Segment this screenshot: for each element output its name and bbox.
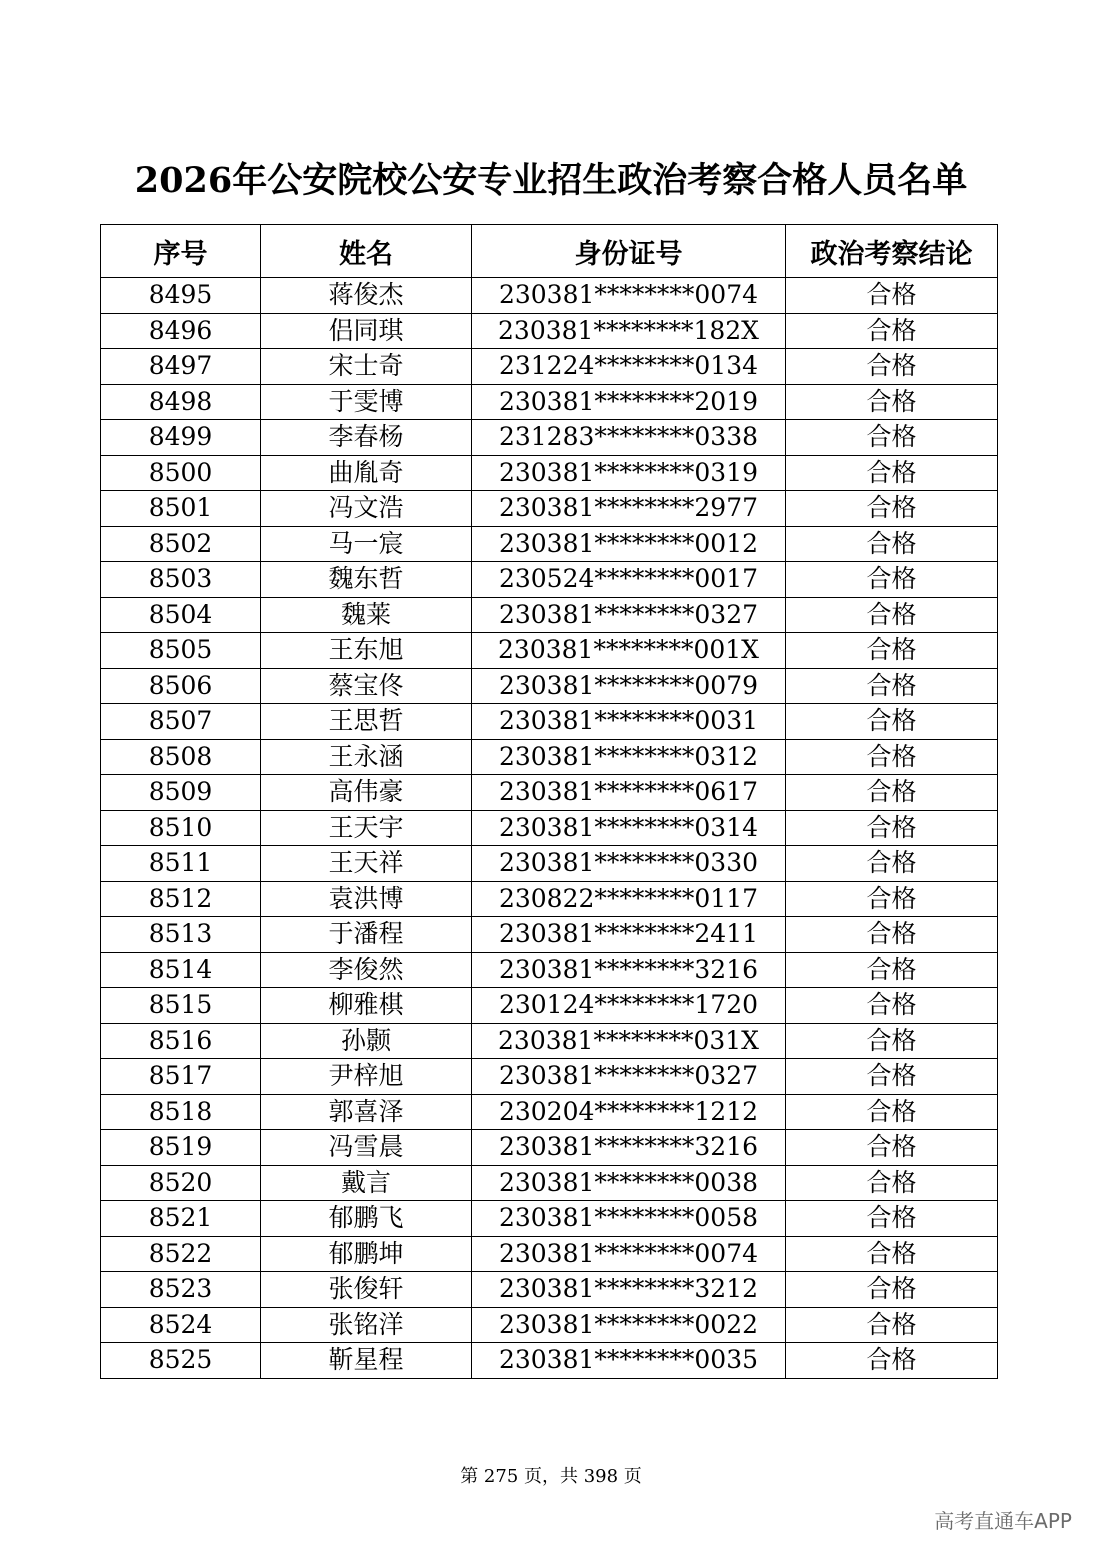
cell-seq: 8501 [101,491,261,527]
table-row [101,633,998,669]
cell-seq: 8508 [101,739,261,775]
cell-id: 230381********0079 [472,668,786,704]
table-row [101,739,998,775]
cell-name: 袁洪博 [261,881,472,917]
cell-id: 230381********182X [472,313,786,349]
cell-id: 230381********0012 [472,526,786,562]
cell-seq: 8515 [101,988,261,1024]
table-row [101,562,998,598]
table-row [101,313,998,349]
table-row [101,988,998,1024]
table-row [101,278,998,314]
table-row [101,1272,998,1308]
cell-result: 合格 [786,952,998,988]
cell-id: 230381********2411 [472,917,786,953]
cell-result: 合格 [786,526,998,562]
cell-name: 孙颢 [261,1023,472,1059]
cell-result: 合格 [786,704,998,740]
cell-name: 曲胤奇 [261,455,472,491]
cell-seq: 8522 [101,1236,261,1272]
cell-seq: 8512 [101,881,261,917]
cell-seq: 8517 [101,1059,261,1095]
cell-name: 魏东哲 [261,562,472,598]
cell-seq: 8498 [101,384,261,420]
table-body [101,278,998,1379]
cell-name: 魏莱 [261,597,472,633]
cell-id: 230381********2019 [472,384,786,420]
cell-result: 合格 [786,1059,998,1095]
cell-id: 230381********0022 [472,1307,786,1343]
cell-result: 合格 [786,1094,998,1130]
cell-id: 230381********3216 [472,952,786,988]
cell-result: 合格 [786,1307,998,1343]
cell-name: 尹梓旭 [261,1059,472,1095]
cell-seq: 8520 [101,1165,261,1201]
cell-result: 合格 [786,349,998,385]
cell-id: 231224********0134 [472,349,786,385]
table-row [101,952,998,988]
cell-name: 于潘程 [261,917,472,953]
cell-result: 合格 [786,1236,998,1272]
cell-result: 合格 [786,881,998,917]
table-header-row [101,225,998,278]
cell-seq: 8513 [101,917,261,953]
cell-seq: 8507 [101,704,261,740]
header-id: 身份证号 [472,225,786,278]
cell-seq: 8524 [101,1307,261,1343]
cell-result: 合格 [786,313,998,349]
table-row [101,704,998,740]
cell-id: 230381********0319 [472,455,786,491]
table-row [101,1343,998,1379]
cell-seq: 8510 [101,810,261,846]
table-row [101,1059,998,1095]
cell-id: 230381********0327 [472,1059,786,1095]
page-number: 第 275 页，共 398 页 [460,1466,642,1487]
cell-seq: 8506 [101,668,261,704]
cell-result: 合格 [786,810,998,846]
table-row [101,1307,998,1343]
cell-id: 230381********3216 [472,1130,786,1166]
cell-id: 230381********2977 [472,491,786,527]
cell-name: 高伟豪 [261,775,472,811]
cell-result: 合格 [786,1165,998,1201]
cell-name: 于雯博 [261,384,472,420]
cell-seq: 8500 [101,455,261,491]
cell-result: 合格 [786,668,998,704]
cell-result: 合格 [786,420,998,456]
cell-name: 蔡宝佟 [261,668,472,704]
cell-id: 230381********0035 [472,1343,786,1379]
cell-seq: 8499 [101,420,261,456]
cell-result: 合格 [786,1130,998,1166]
table-row [101,775,998,811]
cell-result: 合格 [786,1023,998,1059]
cell-seq: 8521 [101,1201,261,1237]
cell-id: 230381********0314 [472,810,786,846]
cell-result: 合格 [786,1272,998,1308]
cell-seq: 8511 [101,846,261,882]
table-row [101,668,998,704]
cell-seq: 8495 [101,278,261,314]
cell-id: 230524********0017 [472,562,786,598]
cell-result: 合格 [786,1201,998,1237]
page-title: 2026年公安院校公安专业招生政治考察合格人员名单 [134,160,968,201]
table-row [101,597,998,633]
cell-name: 王天宇 [261,810,472,846]
cell-seq: 8523 [101,1272,261,1308]
table-row [101,455,998,491]
cell-seq: 8509 [101,775,261,811]
cell-result: 合格 [786,491,998,527]
cell-name: 王永涵 [261,739,472,775]
cell-name: 王思哲 [261,704,472,740]
cell-seq: 8519 [101,1130,261,1166]
cell-id: 230381********0038 [472,1165,786,1201]
cell-result: 合格 [786,597,998,633]
table-row [101,1165,998,1201]
cell-result: 合格 [786,633,998,669]
cell-result: 合格 [786,384,998,420]
cell-result: 合格 [786,739,998,775]
cell-name: 李春杨 [261,420,472,456]
cell-id: 230204********1212 [472,1094,786,1130]
cell-seq: 8516 [101,1023,261,1059]
table-row [101,881,998,917]
cell-name: 马一宸 [261,526,472,562]
cell-id: 230381********0327 [472,597,786,633]
cell-name: 冯文浩 [261,491,472,527]
table-row [101,846,998,882]
header-seq: 序号 [101,225,261,278]
table-row [101,491,998,527]
cell-id: 230381********0031 [472,704,786,740]
cell-result: 合格 [786,562,998,598]
table-row [101,917,998,953]
cell-name: 郁鹏飞 [261,1201,472,1237]
header-result: 政治考察结论 [786,225,998,278]
cell-id: 231283********0338 [472,420,786,456]
cell-name: 张俊轩 [261,1272,472,1308]
cell-seq: 8497 [101,349,261,385]
cell-result: 合格 [786,917,998,953]
cell-result: 合格 [786,455,998,491]
roster-table [100,224,998,1379]
cell-id: 230381********0617 [472,775,786,811]
cell-id: 230381********3212 [472,1272,786,1308]
cell-name: 郁鹏坤 [261,1236,472,1272]
cell-seq: 8502 [101,526,261,562]
cell-name: 冯雪晨 [261,1130,472,1166]
cell-seq: 8496 [101,313,261,349]
cell-name: 戴言 [261,1165,472,1201]
cell-name: 宋士奇 [261,349,472,385]
cell-id: 230381********0330 [472,846,786,882]
cell-seq: 8525 [101,1343,261,1379]
table-row [101,526,998,562]
cell-id: 230822********0117 [472,881,786,917]
cell-result: 合格 [786,846,998,882]
cell-seq: 8505 [101,633,261,669]
table-row [101,1130,998,1166]
cell-id: 230381********0312 [472,739,786,775]
cell-name: 王东旭 [261,633,472,669]
cell-seq: 8518 [101,1094,261,1130]
cell-id: 230124********1720 [472,988,786,1024]
cell-name: 侣同琪 [261,313,472,349]
table-row [101,810,998,846]
cell-name: 柳雅棋 [261,988,472,1024]
cell-seq: 8504 [101,597,261,633]
cell-name: 蒋俊杰 [261,278,472,314]
cell-name: 张铭洋 [261,1307,472,1343]
table-row [101,1201,998,1237]
cell-result: 合格 [786,775,998,811]
cell-id: 230381********031X [472,1023,786,1059]
cell-name: 靳星程 [261,1343,472,1379]
table-row [101,384,998,420]
cell-id: 230381********0074 [472,1236,786,1272]
watermark: 高考直通车APP [934,1509,1072,1533]
table-row [101,1094,998,1130]
cell-id: 230381********001X [472,633,786,669]
cell-result: 合格 [786,988,998,1024]
cell-name: 王天祥 [261,846,472,882]
cell-id: 230381********0058 [472,1201,786,1237]
cell-name: 郭喜泽 [261,1094,472,1130]
cell-seq: 8503 [101,562,261,598]
cell-name: 李俊然 [261,952,472,988]
table-row [101,1236,998,1272]
table-row [101,420,998,456]
table-row [101,349,998,385]
table-row [101,1023,998,1059]
header-name: 姓名 [261,225,472,278]
cell-result: 合格 [786,1343,998,1379]
cell-result: 合格 [786,278,998,314]
cell-seq: 8514 [101,952,261,988]
cell-id: 230381********0074 [472,278,786,314]
